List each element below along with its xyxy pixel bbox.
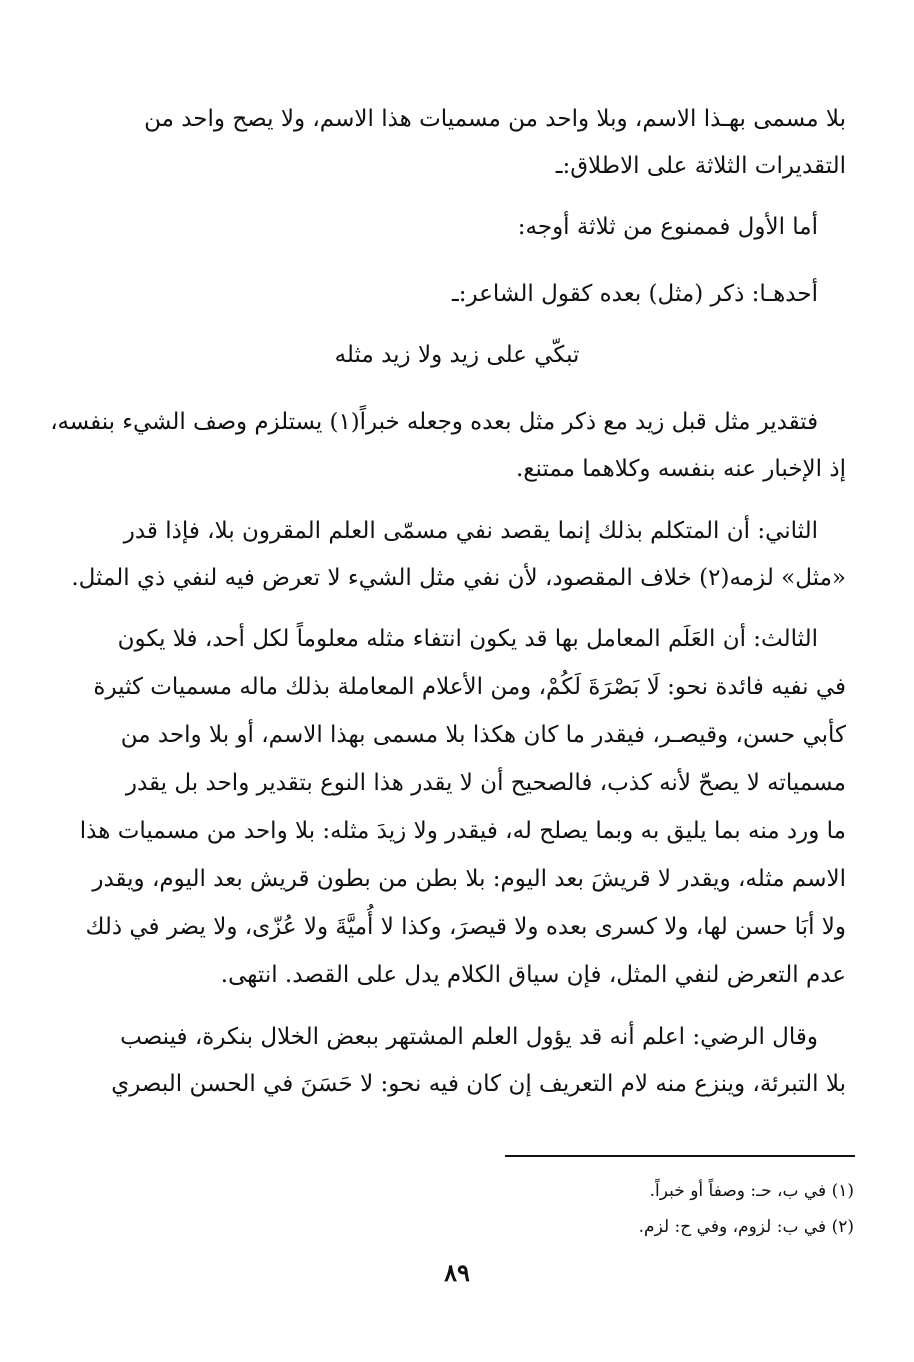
verse-line: تبكّي على زيد ولا زيد مثله — [334, 342, 580, 368]
text-line: ما ورد منه بما يليق به وبما يصلح له، فيقدر ولا زيدَ مثله: بلا واحد من مسميات هذا — [79, 818, 846, 844]
footnote-separator — [505, 1155, 855, 1157]
text-line: مسمياته لا يصحّ لأنه كذب، فالصحيح أن لا يقدر هذا النوع بتقدير واحد بل يقدر — [125, 770, 846, 796]
text-line: الثاني: أن المتكلم بذلك إنما يقصد نفي مسمّى العلم المقرون بلا، فإذا قدر — [123, 518, 818, 544]
footnote: (٢) في ب: لزوم، وفي ح: لزم. — [638, 1217, 854, 1237]
text-line: كأبي حسن، وقيصـر، فيقدر ما كان هكذا بلا مسمى بهذا الاسم، أو بلا واحد من — [120, 722, 846, 748]
page-number: ٨٩ — [444, 1258, 470, 1287]
text-line: التقديرات الثلاثة على الاطلاق:ـ — [555, 153, 846, 179]
text-line: أما الأول فممنوع من ثلاثة أوجه: — [517, 214, 818, 240]
text-line: الثالث: أن العَلَم المعامل بها قد يكون انتفاء مثله معلوماً لكل أحد، فلا يكون — [117, 626, 818, 652]
text-line: ولا أبَا حسن لها، ولا كسرى بعده ولا قيصرَ، وكذا لا أُميَّةَ ولا عُزّى، ولا يضر في ذلك — [85, 914, 846, 940]
text-line: عدم التعرض لنفي المثل، فإن سياق الكلام يدل على القصد. انتهى. — [220, 962, 846, 988]
text-line: الاسم مثله، ويقدر لا قريشَ بعد اليوم: بلا بطن من بطون قريش بعد اليوم، ويقدر — [92, 866, 846, 892]
text-line: أحدهـا: ذكر (مثل) بعده كقول الشاعر:ـ — [452, 281, 818, 307]
text-line: وقال الرضي: اعلم أنه قد يؤول العلم المشتهر ببعض الخلال بنكرة، فينصب — [120, 1024, 818, 1050]
text-line: إذ الإخبار عنه بنفسه وكلاهما ممتنع. — [515, 456, 846, 482]
text-line: بلا مسمى بهـذا الاسم، وبلا واحد من مسميات هذا الاسم، ولا يصح واحد من — [144, 106, 846, 132]
text-line: بلا التبرئة، وينزع منه لام التعريف إن كان فيه نحو: لا حَسَنَ في الحسن البصري — [111, 1071, 846, 1097]
text-line: فتقدير مثل قبل زيد مع ذكر مثل بعده وجعله خبراً(١) يستلزم وصف الشيء بنفسه، — [50, 409, 818, 435]
footnote: (١) في ب، حـ: وصفاً أو خبراً. — [649, 1181, 854, 1201]
text-line: في نفيه فائدة نحو: لَا بَصْرَةَ لَكُمْ، ومن الأعلام المعاملة بذلك ماله مسميات كثيرة — [93, 674, 846, 700]
text-line: «مثل» لزمه(٢) خلاف المقصود، لأن نفي مثل الشيء لا تعرض فيه لنفي ذي المثل. — [71, 565, 846, 591]
